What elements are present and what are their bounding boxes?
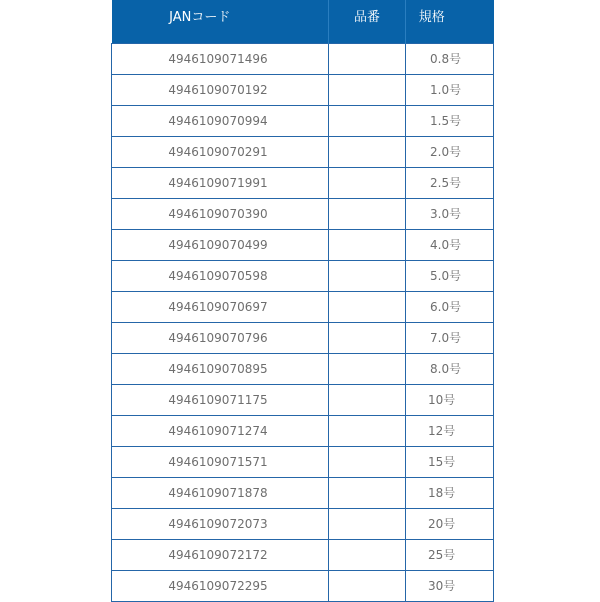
jan-code-cell: 4946109071991 — [112, 167, 329, 198]
jan-code-cell: 4946109070291 — [112, 136, 329, 167]
jan-code-cell: 4946109070994 — [112, 105, 329, 136]
part-number-cell — [329, 105, 406, 136]
spec-cell: 4.0号 — [406, 229, 494, 260]
header-row — [112, 0, 494, 43]
spec-cell: 18号 — [406, 477, 494, 508]
spec-table — [111, 0, 494, 602]
jan-code-cell: 4946109070598 — [112, 260, 329, 291]
table-row — [112, 415, 494, 446]
part-number-cell — [329, 539, 406, 570]
spec-cell: 7.0号 — [406, 322, 494, 353]
spec-cell: 8.0号 — [406, 353, 494, 384]
spec-cell: 5.0号 — [406, 260, 494, 291]
part-number-cell — [329, 353, 406, 384]
part-number-cell — [329, 322, 406, 353]
spec-cell: 0.8号 — [406, 43, 494, 74]
header-part-number: 品番 — [329, 0, 406, 43]
jan-code-cell: 4946109071175 — [112, 384, 329, 415]
part-number-cell — [329, 198, 406, 229]
spec-table-container — [111, 0, 493, 602]
table-row — [112, 384, 494, 415]
header-spec: 規格 — [406, 0, 494, 43]
table-row — [112, 291, 494, 322]
part-number-cell — [329, 477, 406, 508]
spec-cell: 3.0号 — [406, 198, 494, 229]
jan-code-cell: 4946109070697 — [112, 291, 329, 322]
spec-cell: 30号 — [406, 570, 494, 601]
table-body — [112, 43, 494, 601]
table-header — [112, 0, 494, 43]
part-number-cell — [329, 508, 406, 539]
table-row — [112, 353, 494, 384]
part-number-cell — [329, 167, 406, 198]
table-row — [112, 539, 494, 570]
header-jan-code: JANコード — [112, 0, 329, 43]
jan-code-cell: 4946109070895 — [112, 353, 329, 384]
part-number-cell — [329, 446, 406, 477]
spec-cell: 1.5号 — [406, 105, 494, 136]
jan-code-cell: 4946109071274 — [112, 415, 329, 446]
spec-cell: 6.0号 — [406, 291, 494, 322]
table-row — [112, 322, 494, 353]
spec-cell: 2.5号 — [406, 167, 494, 198]
jan-code-cell: 4946109071571 — [112, 446, 329, 477]
table-row — [112, 198, 494, 229]
part-number-cell — [329, 570, 406, 601]
table-row — [112, 570, 494, 601]
spec-cell: 12号 — [406, 415, 494, 446]
spec-cell: 20号 — [406, 508, 494, 539]
spec-cell: 1.0号 — [406, 74, 494, 105]
table-row — [112, 477, 494, 508]
table-row — [112, 74, 494, 105]
table-row — [112, 446, 494, 477]
table-row — [112, 508, 494, 539]
jan-code-cell: 4946109070499 — [112, 229, 329, 260]
table-row — [112, 260, 494, 291]
part-number-cell — [329, 415, 406, 446]
part-number-cell — [329, 229, 406, 260]
table-row — [112, 43, 494, 74]
jan-code-cell: 4946109070390 — [112, 198, 329, 229]
jan-code-cell: 4946109071878 — [112, 477, 329, 508]
part-number-cell — [329, 43, 406, 74]
part-number-cell — [329, 260, 406, 291]
jan-code-cell: 4946109071496 — [112, 43, 329, 74]
table-row — [112, 167, 494, 198]
jan-code-cell: 4946109072295 — [112, 570, 329, 601]
jan-code-cell: 4946109070192 — [112, 74, 329, 105]
table-row — [112, 229, 494, 260]
spec-cell: 15号 — [406, 446, 494, 477]
part-number-cell — [329, 74, 406, 105]
table-row — [112, 105, 494, 136]
part-number-cell — [329, 136, 406, 167]
jan-code-cell: 4946109072073 — [112, 508, 329, 539]
part-number-cell — [329, 384, 406, 415]
part-number-cell — [329, 291, 406, 322]
spec-cell: 25号 — [406, 539, 494, 570]
spec-cell: 10号 — [406, 384, 494, 415]
jan-code-cell: 4946109070796 — [112, 322, 329, 353]
jan-code-cell: 4946109072172 — [112, 539, 329, 570]
spec-cell: 2.0号 — [406, 136, 494, 167]
table-row — [112, 136, 494, 167]
